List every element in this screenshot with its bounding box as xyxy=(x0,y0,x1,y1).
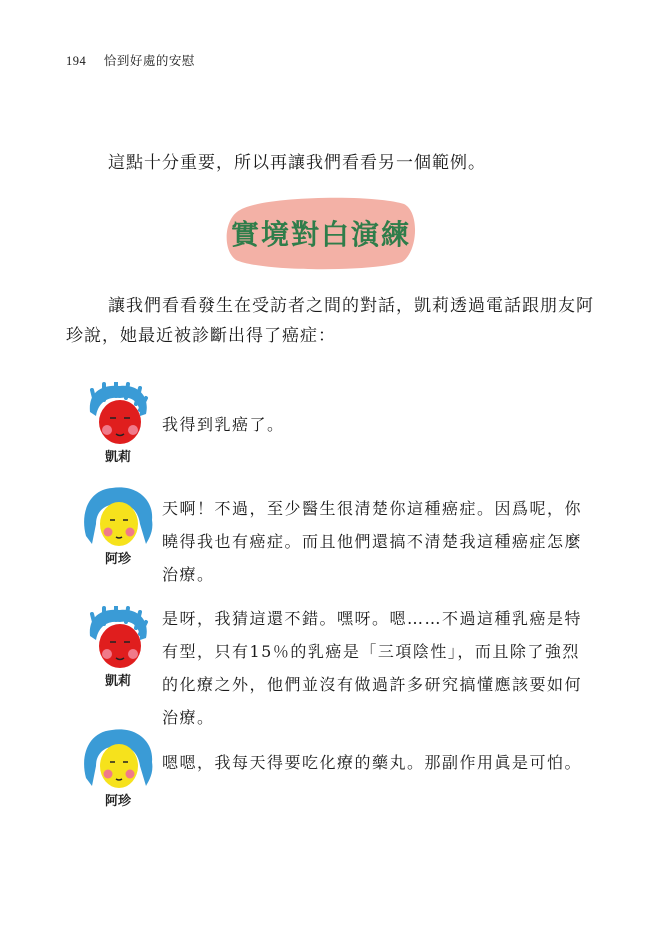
dialogue-line: 嗯嗯，我每天得要吃化療的藥丸。那副作用眞是可怕。 xyxy=(162,753,583,772)
red-face-avatar-icon xyxy=(82,606,154,694)
dialogue-line: 天啊！不過，至少醫生很清楚你這種癌症。因爲呢，你曉得我也有癌症。而且他們還搞不清楚我這種癌症怎麼治療。 xyxy=(162,499,583,584)
speaker-name: 凱莉 xyxy=(104,450,131,465)
section-banner xyxy=(222,194,420,272)
yellow-face-avatar-icon xyxy=(82,484,154,572)
red-face-avatar-icon xyxy=(82,382,154,470)
yellow-face-avatar-icon xyxy=(82,726,154,814)
running-title: 恰到好處的安慰 xyxy=(103,54,195,68)
dialogue-line: 是呀，我猜這還不錯。嘿呀。嗯……不過這種乳癌是特有型，只有15％的乳癌是「三項陰性」，而且除了強烈的化療之外，他們並沒有做過許多研究搞懂應該要如何治療。 xyxy=(162,609,583,727)
page-number: 194 xyxy=(66,54,87,68)
speaker-name: 阿珍 xyxy=(104,794,131,809)
setup-paragraph: 讓我們看看發生在受訪者之間的對話，凱莉透過電話跟朋友阿珍說，她最近被診斷出得了癌症： xyxy=(66,296,594,346)
dialogue-line: 我得到乳癌了。 xyxy=(162,415,285,434)
intro-paragraph: 這點十分重要，所以再讓我們看看另一個範例。 xyxy=(108,153,486,173)
running-head xyxy=(66,51,195,69)
speaker-name: 凱莉 xyxy=(104,674,131,689)
speaker-name: 阿珍 xyxy=(104,552,131,567)
banner-title: 實境對白演練 xyxy=(230,218,411,251)
